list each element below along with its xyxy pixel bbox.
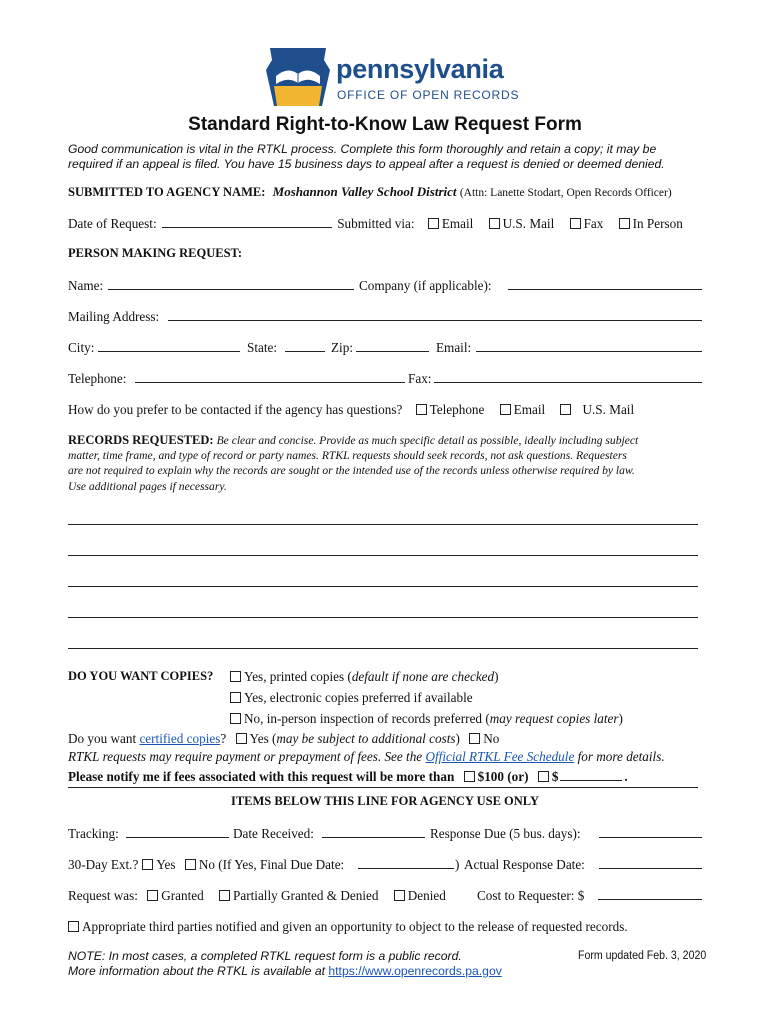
extension-yes-label: Yes (156, 857, 176, 872)
cost-field[interactable] (598, 899, 702, 900)
telephone-field[interactable] (135, 382, 405, 383)
fees-notify-text: Please notify me if fees associated with this request will be more than (68, 769, 455, 784)
copies-opt-1 (224, 669, 499, 685)
via-person-label: In Person (632, 216, 683, 231)
mailing-field[interactable] (168, 320, 702, 321)
certified-copies-link[interactable]: certified copies (139, 731, 221, 746)
certified-yes-note: may be subject to additional costs (276, 731, 456, 746)
certified-yes-label: Yes ( (249, 731, 277, 746)
partial-checkbox[interactable] (219, 890, 230, 901)
openrecords-link[interactable]: https://www.openrecords.pa.gov (328, 964, 502, 978)
contact-mail-label: U.S. Mail (582, 402, 635, 417)
copies-inspection-note: may request copies later (489, 711, 619, 726)
footer-more (68, 964, 502, 978)
fee-other-field[interactable] (560, 768, 622, 781)
partial-label: Partially Granted & Denied (233, 888, 379, 903)
request-was-label: Request was: (68, 888, 138, 903)
logo-subtitle: OFFICE OF OPEN RECORDS (337, 88, 520, 102)
denied-checkbox[interactable] (394, 890, 405, 901)
keystone-book-icon (264, 46, 332, 108)
contact-email-label: Email (513, 402, 546, 417)
copies-electronic-checkbox[interactable] (230, 692, 241, 703)
telephone-label: Telephone: (68, 371, 127, 386)
fee-other-checkbox[interactable] (538, 771, 549, 782)
records-line-1 (68, 433, 638, 448)
contact-telephone-checkbox[interactable] (416, 404, 427, 415)
fee-other-label: $ (551, 769, 559, 784)
records-text-2: matter, time frame, and type of record or party names. RTKL requests should seek records, not ask questions. Requesters (68, 449, 627, 462)
date-row (68, 215, 683, 232)
fax-label: Fax: (408, 371, 432, 386)
fees-text: RTKL requests may require payment or prepayment of fees. See the (68, 749, 423, 764)
copies-inspection-label: No, in-person inspection of records preferred ( (244, 711, 490, 726)
date-label: Date of Request: (68, 216, 157, 231)
name-label: Name: (68, 278, 104, 293)
copies-printed-close: ) (494, 669, 499, 684)
mailing-label: Mailing Address: (68, 309, 160, 324)
fee-period: . (624, 769, 628, 784)
third-party-label: Appropriate third parties notified and given an opportunity to object to the release of requested records. (82, 919, 628, 934)
contact-email-checkbox[interactable] (500, 404, 511, 415)
certified-no-checkbox[interactable] (469, 733, 480, 744)
contact-telephone-label: Telephone (429, 402, 485, 417)
copies-printed-label: Yes, printed copies ( (244, 669, 352, 684)
cost-label: Cost to Requester: $ (477, 888, 585, 903)
city-field[interactable] (98, 351, 240, 352)
via-fax-label: Fax (583, 216, 604, 231)
tracking-field[interactable] (126, 837, 229, 838)
extension-yes-checkbox[interactable] (142, 859, 153, 870)
third-party-checkbox[interactable] (68, 921, 79, 932)
fees-text-end: for more details. (577, 749, 665, 764)
agency-row (68, 184, 672, 200)
request-was-row (68, 888, 446, 904)
granted-checkbox[interactable] (147, 890, 158, 901)
copies-opt-2 (224, 690, 473, 706)
records-line-field-4[interactable] (68, 617, 698, 618)
extension-no-label: No (If Yes, Final Due Date: (198, 857, 345, 872)
copies-opt-3 (224, 711, 623, 727)
copies-inspection-checkbox[interactable] (230, 713, 241, 724)
company-field[interactable] (508, 289, 702, 290)
agency-label: SUBMITTED TO AGENCY NAME: (68, 185, 266, 199)
date-field[interactable] (162, 215, 332, 228)
contact-question: How do you prefer to be contacted if the agency has questions? (68, 402, 403, 417)
records-line-field-5[interactable] (68, 648, 698, 649)
via-fax-checkbox[interactable] (570, 218, 581, 229)
page-title: Standard Right-to-Know Law Request Form (188, 114, 582, 135)
copies-electronic-label: Yes, electronic copies preferred if available (244, 690, 473, 705)
records-text-3: are not required to explain why the records are sought or the intended use of the records unless otherwise required by law. (68, 464, 635, 477)
fee-100-checkbox[interactable] (464, 771, 475, 782)
agency-name: Moshannon Valley School District (272, 184, 457, 199)
fax-field[interactable] (434, 382, 702, 383)
footer-note: NOTE: In most cases, a completed RTKL request form is a public record. (68, 949, 462, 963)
records-label: RECORDS REQUESTED: (68, 433, 214, 447)
fees-notify-row (68, 768, 628, 785)
final-due-close: ) (455, 857, 460, 872)
via-email-checkbox[interactable] (428, 218, 439, 229)
footer-more-text: More information about the RTKL is available at (68, 964, 325, 978)
response-due-field[interactable] (599, 837, 702, 838)
person-heading: PERSON MAKING REQUEST: (68, 246, 243, 260)
certified-no-label: No (483, 731, 500, 746)
certified-yes-checkbox[interactable] (236, 733, 247, 744)
fees-row (68, 749, 665, 765)
keystone-logo (264, 46, 332, 108)
email-label: Email: (436, 340, 472, 355)
fee-schedule-link[interactable]: Official RTKL Fee Schedule (425, 749, 575, 764)
records-line-field-3[interactable] (68, 586, 698, 587)
form-updated: Form updated Feb. 3, 2020 (578, 950, 707, 962)
granted-label: Granted (161, 888, 204, 903)
records-text-4: Use additional pages if necessary. (68, 480, 227, 493)
fee-100-label: $100 (or) (477, 769, 529, 784)
zip-label: Zip: (331, 340, 353, 355)
name-field[interactable] (108, 289, 354, 290)
extension-no-checkbox[interactable] (185, 859, 196, 870)
denied-label: Denied (407, 888, 446, 903)
extension-row (68, 857, 344, 873)
state-field[interactable] (285, 351, 325, 352)
via-person-checkbox[interactable] (619, 218, 630, 229)
via-mail-checkbox[interactable] (489, 218, 500, 229)
city-label: City: (68, 340, 95, 355)
zip-field[interactable] (356, 351, 429, 352)
agency-use-heading: ITEMS BELOW THIS LINE FOR AGENCY USE ONLY (230, 794, 540, 808)
certified-prefix: Do you want (68, 731, 140, 746)
records-line-field-1[interactable] (68, 524, 698, 525)
tracking-label: Tracking: (68, 826, 119, 841)
copies-inspection-close: ) (618, 711, 623, 726)
copies-label: DO YOU WANT COPIES? (68, 669, 214, 683)
company-label: Company (if applicable): (359, 278, 492, 293)
via-email-label: Email (441, 216, 474, 231)
response-due-label: Response Due (5 bus. days): (430, 826, 581, 841)
extension-label: 30-Day Ext.? (68, 857, 139, 872)
certified-yes-close: ) (455, 731, 460, 746)
agency-use-divider (68, 787, 698, 788)
contact-mail-checkbox[interactable] (560, 404, 571, 415)
records-text-1: Be clear and concise. Provide as much specific detail as possible, ideally including subject (216, 434, 639, 447)
copies-printed-note: default if none are checked (351, 669, 495, 684)
via-mail-label: U.S. Mail (502, 216, 555, 231)
third-party-row (62, 919, 628, 935)
copies-printed-checkbox[interactable] (230, 671, 241, 682)
actual-response-field[interactable] (599, 868, 702, 869)
via-label: Submitted via: (337, 216, 415, 231)
intro-line-2: required if an appeal is filed. You have 15 business days to appeal after a request is denied or deemed denied. (68, 157, 665, 171)
certified-row (68, 731, 499, 747)
logo-name: pennsylvania (336, 54, 504, 84)
certified-question-mark: ? (220, 731, 227, 746)
agency-attn: (Attn: Lanette Stodart, Open Records Officer) (459, 187, 672, 199)
actual-response-label: Actual Response Date: (464, 857, 585, 872)
state-label: State: (247, 340, 278, 355)
records-line-field-2[interactable] (68, 555, 698, 556)
intro-line-1: Good communication is vital in the RTKL process. Complete this form thoroughly and retain a copy; it may be (68, 142, 657, 156)
date-received-label: Date Received: (233, 826, 314, 841)
date-received-field[interactable] (322, 837, 425, 838)
contact-row (68, 402, 634, 418)
email-field[interactable] (476, 351, 702, 352)
final-due-date-field[interactable] (358, 868, 454, 869)
